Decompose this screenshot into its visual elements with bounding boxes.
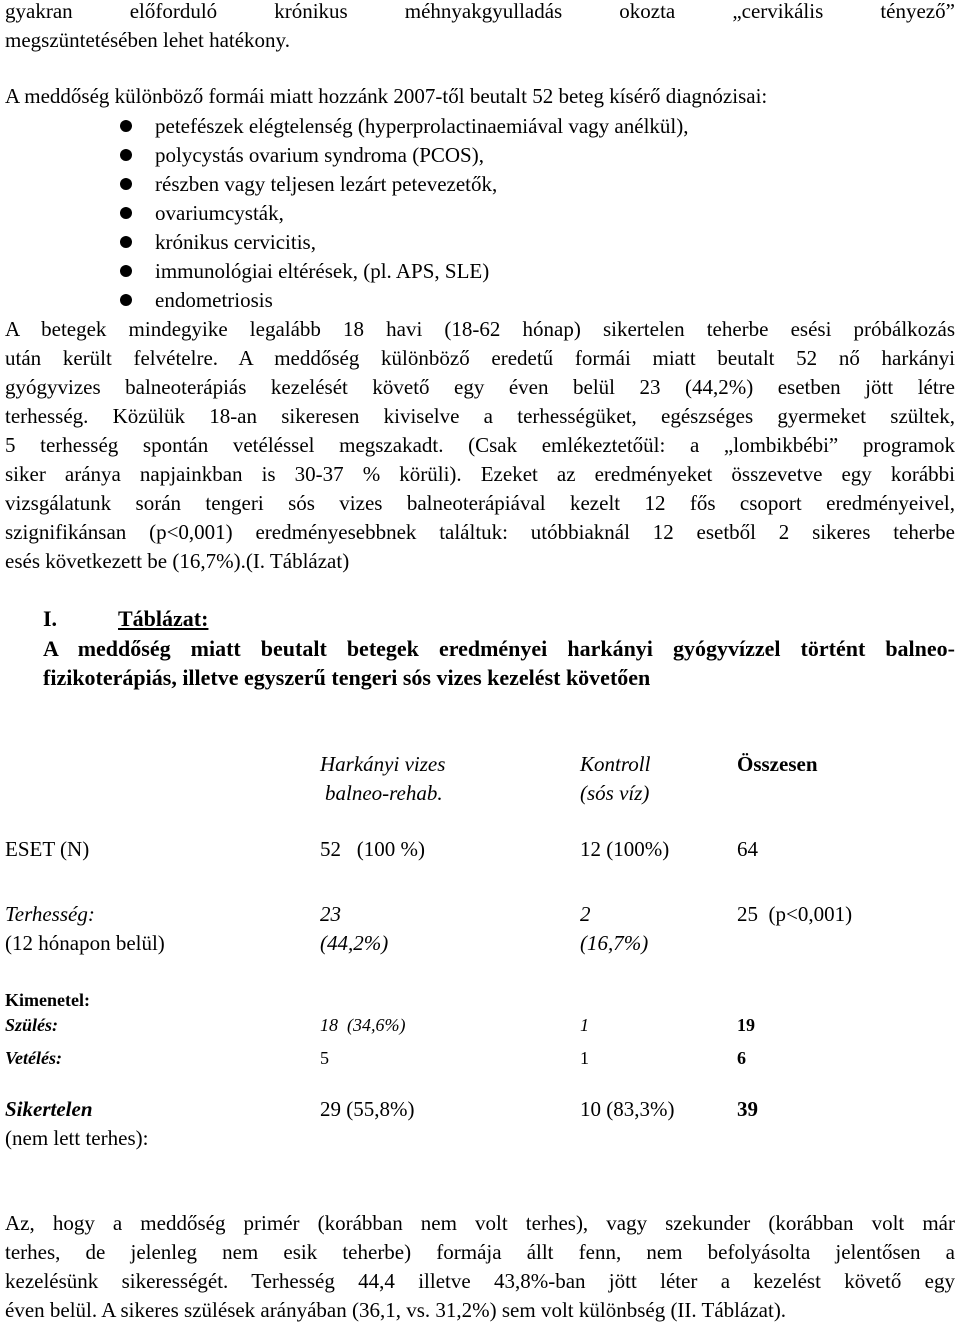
table-cell: 64 [737, 837, 758, 861]
word: méhnyakgyulladás [404, 0, 563, 23]
table-cell: 6 [737, 1048, 746, 1068]
column-header: Kontroll [580, 752, 651, 776]
text-line: siker aránya napjainkban is 30-37 % körüli). Ezeket az eredményeket összevetve egy korábbi [5, 462, 955, 486]
word: okozta [619, 0, 676, 23]
list-item-text: petefészek elégtelenség (hyperprolactinaemiával vagy anélkül), [155, 114, 689, 138]
table-cell: 18 (34,6%) [320, 1015, 406, 1035]
list-item-text: krónikus cervicitis, [155, 230, 316, 254]
word: előforduló [129, 0, 218, 23]
table-cell: 12 (100%) [580, 837, 670, 861]
table-cell: (16,7%) [580, 931, 649, 955]
text-line: kezelésünk sikerességét. Terhesség 44,4 illetve 43,8%-ban jött léter a kezelést követő egy [5, 1269, 955, 1293]
text-line: 5 terhesség spontán vetéléssel megszakadt. (Csak emlékeztetőül: a „lombikbébi” programok [5, 433, 955, 457]
list-item-text: részben vagy teljesen lezárt petevezetők, [155, 172, 498, 196]
table-cell: 1 [580, 1015, 589, 1035]
bullet-icon [120, 265, 132, 277]
text-line: éven belül. A sikeres szülések arányában (36,1, vs. 31,2%) sem volt különbség (II. Táblázat). [5, 1298, 787, 1322]
row-sublabel: (12 hónapon belül) [5, 931, 165, 955]
bullet-icon [120, 294, 132, 306]
table-caption-line-2: fizikoterápiás, illetve egyszerű tengeri sós vizes kezelést követően [43, 665, 651, 690]
intro-line-1 [5, 0, 955, 26]
text-line: gyógyvizes balneoterápiás kezelését követő egy éven belül 23 (44,2%) esetben jött létre [5, 375, 955, 399]
text-line: terhes, de jelenleg nem esik teherbe) formája állt fenn, nem befolyásolta jelentősen a [5, 1240, 955, 1264]
column-header: (sós víz) [580, 781, 650, 805]
row-label: Vetélés: [5, 1048, 62, 1068]
results-paragraph [5, 315, 955, 576]
table-cell: 1 [580, 1048, 589, 1068]
text-line: esés következett be (16,7%).(I. Táblázat) [5, 549, 350, 573]
table-cell: 19 [737, 1015, 755, 1035]
table-cell: (44,2%) [320, 931, 389, 955]
intro-paragraph [5, 0, 955, 55]
diagnosis-intro: A meddőség különböző formái miatt hozzánk 2007-től beutalt 52 beteg kísérő diagnózisai: [5, 84, 768, 108]
word: „cervikális [732, 0, 824, 23]
list-item-text: endometriosis [155, 288, 273, 312]
table-number: I. [43, 606, 58, 631]
table-cell: 39 [737, 1097, 758, 1121]
column-header: Harkányi vizes [320, 752, 446, 776]
row-sublabel: (nem lett terhes): [5, 1126, 149, 1150]
word: gyakran [5, 0, 73, 23]
list-item-text: immunológiai eltérések, (pl. APS, SLE) [155, 259, 490, 283]
table-cell: 23 [320, 902, 341, 926]
table-cell: 25 (p<0,001) [737, 902, 853, 926]
closing-paragraph [5, 1209, 955, 1325]
text-line: A betegek mindegyike legalább 18 havi (18-62 hónap) sikertelen teherbe esési próbálkozás [5, 317, 955, 341]
bullet-icon [120, 236, 132, 248]
bullet-icon [120, 120, 132, 132]
list-item-text: ovariumcysták, [155, 201, 284, 225]
bullet-icon [120, 207, 132, 219]
text-line: Az, hogy a meddőség primér (korábban nem volt terhes), vagy szekunder (korábban volt már [5, 1211, 955, 1235]
word: krónikus [274, 0, 348, 23]
row-label: Kimenetel: [5, 990, 90, 1010]
text-line: vizsgálatunk során tengeri sós vizes balneoterápiával kezelt 12 fős csoport eredményeivel, [5, 491, 955, 515]
row-label: Sikertelen [5, 1097, 93, 1121]
word: tényező” [880, 0, 955, 23]
row-label: Szülés: [5, 1015, 59, 1035]
intro-line-2: megszüntetésében lehet hatékony. [5, 28, 290, 52]
bullet-icon [120, 178, 132, 190]
list-item-text: polycystás ovarium syndroma (PCOS), [155, 143, 484, 167]
row-label: Terhesség: [5, 902, 95, 926]
bullet-icon [120, 149, 132, 161]
row-label: ESET (N) [5, 837, 90, 861]
table-label: Táblázat: [118, 606, 209, 631]
table-caption-line-1: A meddőség miatt beutalt betegek eredményei harkányi gyógyvízzel történt balneo- [43, 636, 955, 661]
column-header: Összesen [737, 752, 818, 776]
text-line: szignifikánsan (p<0,001) eredményesebbnek találtuk: utóbbiaknál 12 esetből 2 sikeres teherbe [5, 520, 955, 544]
table-cell: 52 (100 %) [320, 837, 425, 861]
table-cell: 2 [580, 902, 591, 926]
table-cell: 29 (55,8%) [320, 1097, 415, 1121]
text-line: után került felvételre. A meddőség különböző eredetű formái miatt beutalt 52 nő harkányi [5, 346, 955, 370]
text-line: terhesség. Közülük 18-an sikeresen kiviselve a terhességüket, egészséges gyermeket szültek, [5, 404, 955, 428]
column-header: balneo-rehab. [325, 781, 443, 805]
table-cell: 5 [320, 1048, 329, 1068]
table-cell: 10 (83,3%) [580, 1097, 675, 1121]
